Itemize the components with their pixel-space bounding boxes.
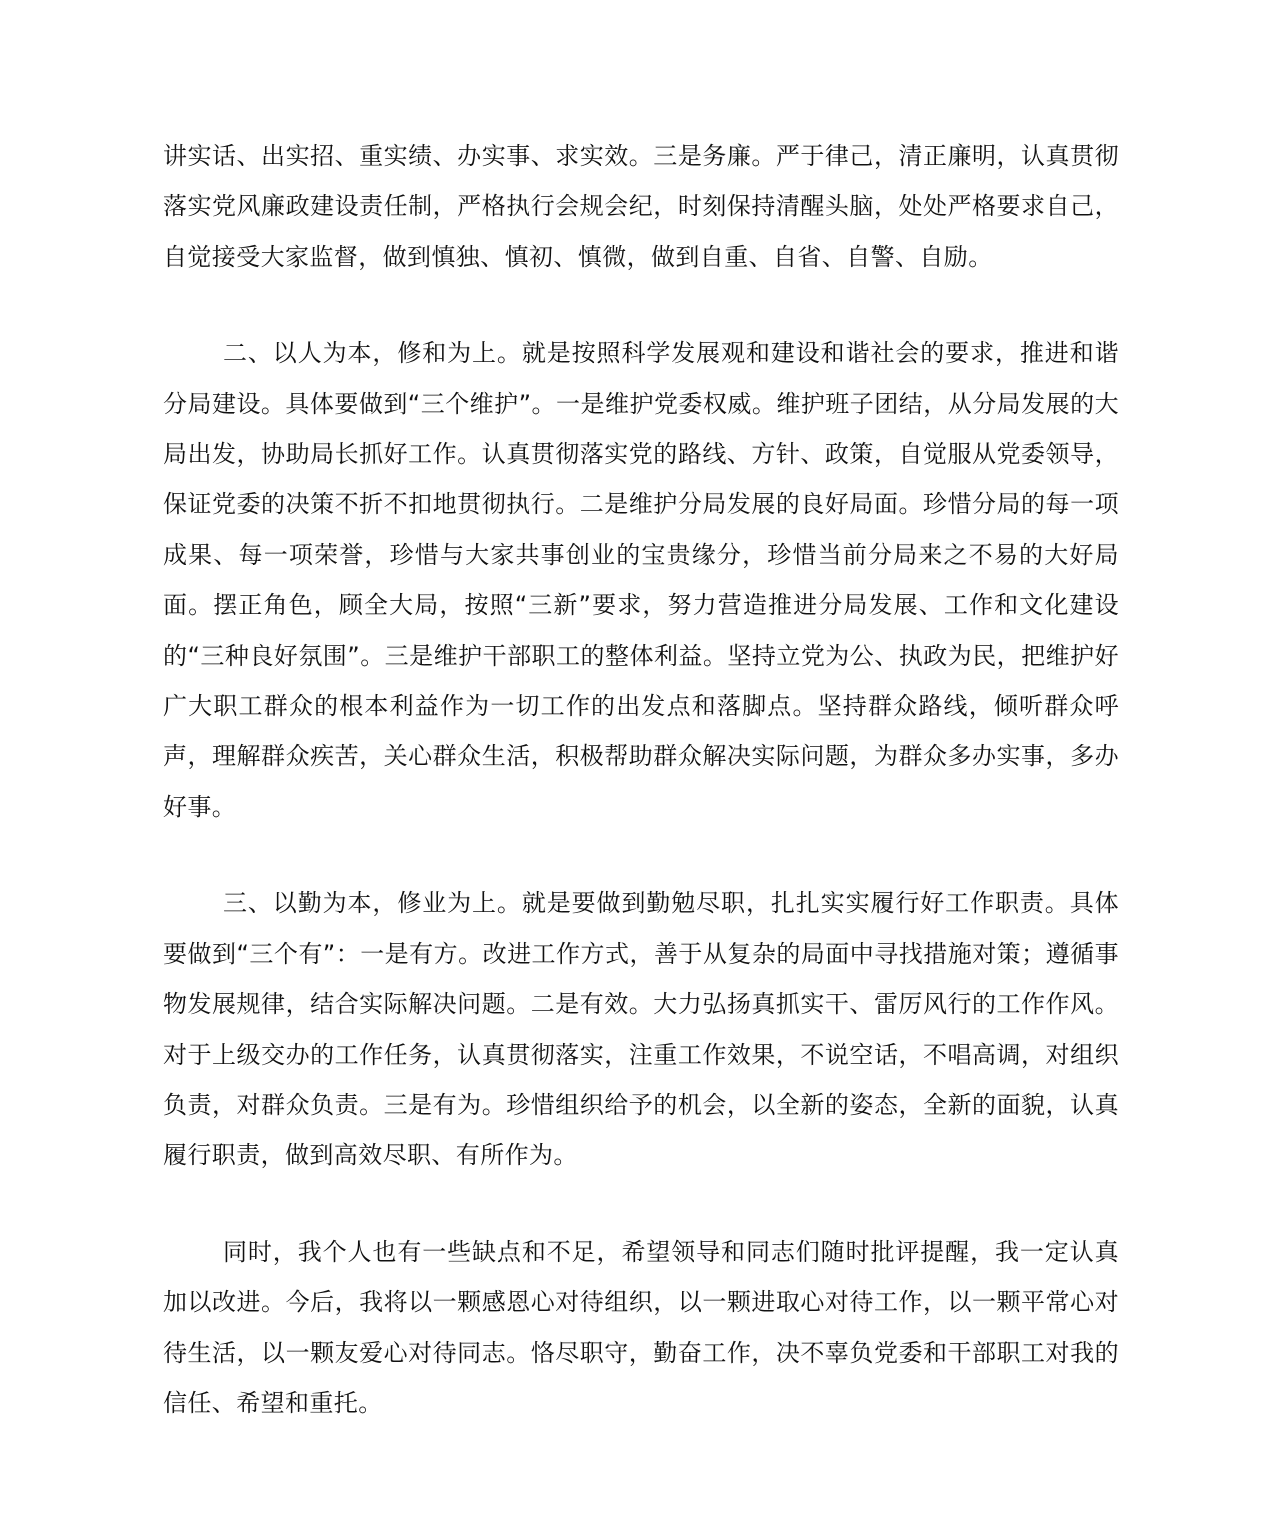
paragraph-section-two: 二、以人为本，修和为上。就是按照科学发展观和建设和谐社会的要求，推进和谐分局建设。具体要做到“三个维护”。一是维护党委权威。维护班子团结，从分局发展的大局出发，协助局长抓好工作。认真贯彻落实党的路线、方针、政策，自觉服从党委领导，保证党委的决策不折不扣地贯彻执行。二是维护分局发展的良好局面。珍惜分局的每一项成果、每一项荣誉，珍惜与大家共事创业的宝贵缘分，珍惜当前分局来之不易的大好局面。摆正角色，顾全大局，按照“三新”要求，努力营造推进分局发展、工作和文化建设的“三种良好氛围”。三是维护干部职工的整体利益。坚持立党为公、执政为民，把维护好广大职工群众的根本利益作为一切工作的出发点和落脚点。坚持群众路线，倾听群众呼声，理解群众疾苦，关心群众生活，积极帮助群众解决实际问题，为群众多办实事，多办好事。: [163, 339, 1119, 821]
paragraph-closing: 同时，我个人也有一些缺点和不足，希望领导和同志们随时批评提醒，我一定认真加以改进。今后，我将以一颗感恩心对待组织，以一颗进取心对待工作，以一颗平常心对待生活，以一颗友爱心对待同志。恪尽职守，勤奋工作，决不辜负党委和干部职工对我的信任、希望和重托。: [163, 1237, 1119, 1417]
document-page: [163, 131, 1119, 1428]
paragraph-continuation: 讲实话、出实招、重实绩、办实事、求实效。三是务廉。严于律己，清正廉明，认真贯彻落实党风廉政建设责任制，严格执行会规会纪，时刻保持清醒头脑，处处严格要求自己，自觉接受大家监督，做到慎独、慎初、慎微，做到自重、自省、自警、自励。: [163, 142, 1119, 271]
paragraph-section-three: 三、以勤为本，修业为上。就是要做到勤勉尽职，扎扎实实履行好工作职责。具体要做到“三个有”：一是有方。改进工作方式，善于从复杂的局面中寻找措施对策；遵循事物发展规律，结合实际解决问题。二是有效。大力弘扬真抓实干、雷厉风行的工作作风。对于上级交办的工作任务，认真贯彻落实，注重工作效果，不说空话，不唱高调，对组织负责，对群众负责。三是有为。珍惜组织给予的机会，以全新的姿态，全新的面貌，认真履行职责，做到高效尽职、有所作为。: [163, 889, 1119, 1170]
